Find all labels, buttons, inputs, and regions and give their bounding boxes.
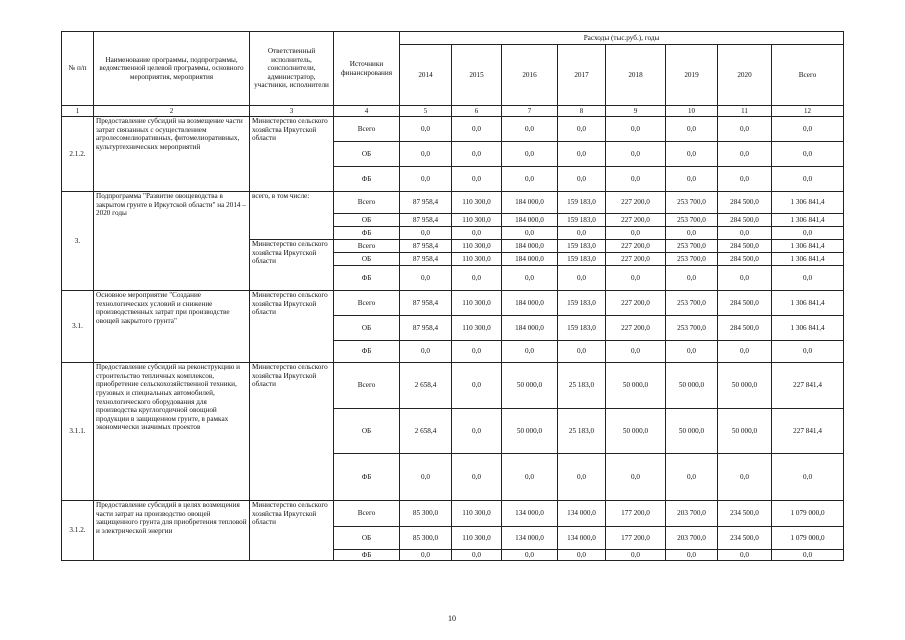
item-name: Подпрограмма "Развитие овощеводства в закрытом грунте в Иркутской области" на 2014 – 2020 годы	[94, 192, 250, 291]
value-cell: 253 700,0	[666, 253, 718, 266]
item-number: 3.1.	[62, 291, 94, 363]
item-responsible: Министерство сельского хозяйства Иркутской области	[250, 240, 334, 291]
value-cell: 0,0	[772, 167, 844, 192]
value-cell: 0,0	[400, 227, 452, 240]
value-cell: 0,0	[502, 117, 558, 142]
value-cell: 1 079 000,0	[772, 501, 844, 527]
value-cell: 184 000,0	[502, 291, 558, 316]
value-cell: 0,0	[452, 227, 502, 240]
value-cell: 110 300,0	[452, 253, 502, 266]
value-cell: 0,0	[400, 266, 452, 291]
header-sources: Источники финансирования	[334, 32, 400, 106]
source-cell: ОБ	[334, 142, 400, 167]
value-cell: 25 183,0	[558, 363, 606, 409]
item-name: Предоставление субсидий на возмещение части затрат связанных с осуществлением агролесомелиоративных, фитомелиоративных, культуртехнических мероприятий	[94, 117, 250, 192]
value-cell: 0,0	[400, 142, 452, 167]
source-cell: Всего	[334, 501, 400, 527]
value-cell: 2 658,4	[400, 409, 452, 454]
column-number: 5	[400, 106, 452, 117]
column-number: 4	[334, 106, 400, 117]
value-cell: 0,0	[718, 550, 772, 561]
value-cell: 0,0	[452, 266, 502, 291]
value-cell: 0,0	[666, 142, 718, 167]
value-cell: 85 300,0	[400, 501, 452, 527]
value-cell: 284 500,0	[718, 192, 772, 214]
value-cell: 284 500,0	[718, 316, 772, 341]
column-number: 11	[718, 106, 772, 117]
header-year: 2015	[452, 45, 502, 106]
value-cell: 159 183,0	[558, 192, 606, 214]
value-cell: 0,0	[558, 454, 606, 501]
value-cell: 159 183,0	[558, 316, 606, 341]
item-number: 3.1.2.	[62, 501, 94, 561]
value-cell: 134 000,0	[558, 501, 606, 527]
value-cell: 0,0	[606, 227, 666, 240]
source-cell: ФБ	[334, 266, 400, 291]
page-number: 10	[448, 614, 456, 623]
value-cell: 134 000,0	[502, 501, 558, 527]
value-cell: 159 183,0	[558, 240, 606, 253]
value-cell: 0,0	[400, 117, 452, 142]
value-cell: 0,0	[452, 550, 502, 561]
item-responsible-all: всего, в том числе:	[250, 192, 334, 240]
header-year: 2019	[666, 45, 718, 106]
value-cell: 87 958,4	[400, 240, 452, 253]
value-cell: 0,0	[400, 454, 452, 501]
item-responsible: Министерство сельского хозяйства Иркутской области	[250, 117, 334, 192]
value-cell: 1 306 841,4	[772, 316, 844, 341]
value-cell: 1 079 000,0	[772, 527, 844, 550]
column-number: 6	[452, 106, 502, 117]
value-cell: 0,0	[558, 142, 606, 167]
value-cell: 110 300,0	[452, 291, 502, 316]
column-number: 3	[250, 106, 334, 117]
value-cell: 184 000,0	[502, 214, 558, 227]
value-cell: 85 300,0	[400, 527, 452, 550]
value-cell: 0,0	[502, 142, 558, 167]
value-cell: 227 200,0	[606, 240, 666, 253]
value-cell: 0,0	[772, 266, 844, 291]
source-cell: Всего	[334, 192, 400, 214]
item-number: 3.1.1.	[62, 363, 94, 501]
value-cell: 203 700,0	[666, 501, 718, 527]
value-cell: 0,0	[772, 550, 844, 561]
value-cell: 50 000,0	[666, 363, 718, 409]
value-cell: 177 200,0	[606, 527, 666, 550]
value-cell: 0,0	[718, 227, 772, 240]
item-responsible: Министерство сельского хозяйства Иркутской области	[250, 291, 334, 363]
source-cell: ФБ	[334, 167, 400, 192]
column-number: 1	[62, 106, 94, 117]
value-cell: 0,0	[558, 550, 606, 561]
header-responsible: Ответственный исполнитель, соисполнители, администратор, участники, исполнители	[250, 32, 334, 106]
column-number: 9	[606, 106, 666, 117]
value-cell: 0,0	[606, 266, 666, 291]
value-cell: 0,0	[718, 117, 772, 142]
value-cell: 253 700,0	[666, 192, 718, 214]
value-cell: 0,0	[718, 142, 772, 167]
value-cell: 0,0	[666, 117, 718, 142]
budget-table	[61, 31, 844, 561]
value-cell: 0,0	[666, 341, 718, 363]
value-cell: 2 658,4	[400, 363, 452, 409]
source-cell: ФБ	[334, 227, 400, 240]
value-cell: 0,0	[666, 167, 718, 192]
value-cell: 0,0	[772, 117, 844, 142]
value-cell: 1 306 841,4	[772, 291, 844, 316]
source-cell: ФБ	[334, 550, 400, 561]
header-year: 2018	[606, 45, 666, 106]
value-cell: 234 500,0	[718, 501, 772, 527]
value-cell: 0,0	[502, 167, 558, 192]
value-cell: 0,0	[502, 266, 558, 291]
value-cell: 25 183,0	[558, 409, 606, 454]
value-cell: 87 958,4	[400, 192, 452, 214]
value-cell: 0,0	[400, 341, 452, 363]
value-cell: 184 000,0	[502, 253, 558, 266]
header-total: Всего	[772, 45, 844, 106]
value-cell: 0,0	[452, 409, 502, 454]
value-cell: 1 306 841,4	[772, 214, 844, 227]
header-no: № п/п	[62, 32, 94, 106]
value-cell: 159 183,0	[558, 291, 606, 316]
value-cell: 253 700,0	[666, 240, 718, 253]
value-cell: 0,0	[558, 266, 606, 291]
item-number: 3.	[62, 192, 94, 291]
value-cell: 0,0	[718, 167, 772, 192]
item-name: Основное мероприятие "Создание технологических условий и снижение производственных затрат при производстве овощей закрытого грунта"	[94, 291, 250, 363]
value-cell: 0,0	[772, 454, 844, 501]
value-cell: 0,0	[772, 142, 844, 167]
value-cell: 0,0	[452, 341, 502, 363]
value-cell: 184 000,0	[502, 192, 558, 214]
value-cell: 0,0	[666, 550, 718, 561]
value-cell: 0,0	[400, 167, 452, 192]
value-cell: 159 183,0	[558, 214, 606, 227]
value-cell: 177 200,0	[606, 501, 666, 527]
value-cell: 134 000,0	[502, 527, 558, 550]
value-cell: 227 200,0	[606, 214, 666, 227]
value-cell: 0,0	[558, 227, 606, 240]
value-cell: 284 500,0	[718, 240, 772, 253]
value-cell: 110 300,0	[452, 240, 502, 253]
header-name: Наименование программы, подпрограммы, ведомственной целевой программы, основного мероприятия, мероприятия	[94, 32, 250, 106]
source-cell: ФБ	[334, 454, 400, 501]
header-expenses: Расходы (тыс.руб.), годы	[400, 32, 844, 45]
item-number: 2.1.2.	[62, 117, 94, 192]
value-cell: 0,0	[502, 227, 558, 240]
value-cell: 1 306 841,4	[772, 253, 844, 266]
value-cell: 50 000,0	[718, 409, 772, 454]
value-cell: 184 000,0	[502, 316, 558, 341]
value-cell: 87 958,4	[400, 316, 452, 341]
value-cell: 284 500,0	[718, 291, 772, 316]
value-cell: 253 700,0	[666, 291, 718, 316]
value-cell: 0,0	[502, 550, 558, 561]
value-cell: 50 000,0	[502, 363, 558, 409]
value-cell: 50 000,0	[502, 409, 558, 454]
column-number: 2	[94, 106, 250, 117]
header-year: 2014	[400, 45, 452, 106]
value-cell: 0,0	[452, 454, 502, 501]
value-cell: 0,0	[558, 117, 606, 142]
value-cell: 0,0	[718, 266, 772, 291]
value-cell: 227 200,0	[606, 291, 666, 316]
value-cell: 87 958,4	[400, 291, 452, 316]
value-cell: 0,0	[772, 227, 844, 240]
value-cell: 227 841,4	[772, 363, 844, 409]
value-cell: 0,0	[606, 454, 666, 501]
source-cell: Всего	[334, 291, 400, 316]
item-name: Предоставление субсидий на реконструкцию и строительство тепличных комплексов, приобретение сельскохозяйственной техники, грузовых и специальных автомобилей, технологического оборудования для производства круглогодичной овощной продукции в защищенном грунте, в рамках экономически значимых проектов	[94, 363, 250, 501]
source-cell: ОБ	[334, 409, 400, 454]
value-cell: 0,0	[666, 266, 718, 291]
header-year: 2016	[502, 45, 558, 106]
value-cell: 87 958,4	[400, 253, 452, 266]
value-cell: 50 000,0	[606, 363, 666, 409]
value-cell: 110 300,0	[452, 501, 502, 527]
item-responsible: Министерство сельского хозяйства Иркутской области	[250, 501, 334, 561]
item-name: Предоставление субсидий в целях возмещения части затрат на производство овощей защищенного грунта для приобретения тепловой и электрической энергии	[94, 501, 250, 561]
value-cell: 227 200,0	[606, 316, 666, 341]
value-cell: 284 500,0	[718, 214, 772, 227]
value-cell: 227 200,0	[606, 253, 666, 266]
value-cell: 253 700,0	[666, 214, 718, 227]
value-cell: 0,0	[452, 117, 502, 142]
value-cell: 0,0	[606, 550, 666, 561]
value-cell: 110 300,0	[452, 316, 502, 341]
value-cell: 0,0	[452, 363, 502, 409]
value-cell: 203 700,0	[666, 527, 718, 550]
value-cell: 50 000,0	[718, 363, 772, 409]
value-cell: 0,0	[502, 454, 558, 501]
value-cell: 110 300,0	[452, 192, 502, 214]
source-cell: ОБ	[334, 253, 400, 266]
value-cell: 0,0	[718, 341, 772, 363]
value-cell: 1 306 841,4	[772, 240, 844, 253]
column-number: 8	[558, 106, 606, 117]
source-cell: Всего	[334, 363, 400, 409]
header-year: 2020	[718, 45, 772, 106]
value-cell: 0,0	[400, 550, 452, 561]
source-cell: ФБ	[334, 341, 400, 363]
source-cell: ОБ	[334, 527, 400, 550]
value-cell: 0,0	[558, 167, 606, 192]
value-cell: 184 000,0	[502, 240, 558, 253]
value-cell: 253 700,0	[666, 316, 718, 341]
source-cell: ОБ	[334, 316, 400, 341]
value-cell: 50 000,0	[666, 409, 718, 454]
value-cell: 227 200,0	[606, 192, 666, 214]
value-cell: 0,0	[666, 454, 718, 501]
value-cell: 1 306 841,4	[772, 192, 844, 214]
value-cell: 0,0	[502, 341, 558, 363]
column-number: 7	[502, 106, 558, 117]
value-cell: 0,0	[718, 454, 772, 501]
value-cell: 110 300,0	[452, 214, 502, 227]
budget-table-sheet	[61, 31, 843, 570]
value-cell: 284 500,0	[718, 253, 772, 266]
value-cell: 0,0	[452, 167, 502, 192]
value-cell: 87 958,4	[400, 214, 452, 227]
item-responsible: Министерство сельского хозяйства Иркутской области	[250, 363, 334, 501]
value-cell: 0,0	[606, 142, 666, 167]
value-cell: 0,0	[452, 142, 502, 167]
value-cell: 134 000,0	[558, 527, 606, 550]
value-cell: 110 300,0	[452, 527, 502, 550]
value-cell: 0,0	[606, 167, 666, 192]
value-cell: 50 000,0	[606, 409, 666, 454]
column-number: 12	[772, 106, 844, 117]
value-cell: 0,0	[558, 341, 606, 363]
value-cell: 0,0	[666, 227, 718, 240]
value-cell: 0,0	[606, 341, 666, 363]
header-year: 2017	[558, 45, 606, 106]
value-cell: 0,0	[606, 117, 666, 142]
value-cell: 234 500,0	[718, 527, 772, 550]
value-cell: 159 183,0	[558, 253, 606, 266]
column-number: 10	[666, 106, 718, 117]
source-cell: Всего	[334, 240, 400, 253]
value-cell: 0,0	[772, 341, 844, 363]
source-cell: ОБ	[334, 214, 400, 227]
source-cell: Всего	[334, 117, 400, 142]
value-cell: 227 841,4	[772, 409, 844, 454]
